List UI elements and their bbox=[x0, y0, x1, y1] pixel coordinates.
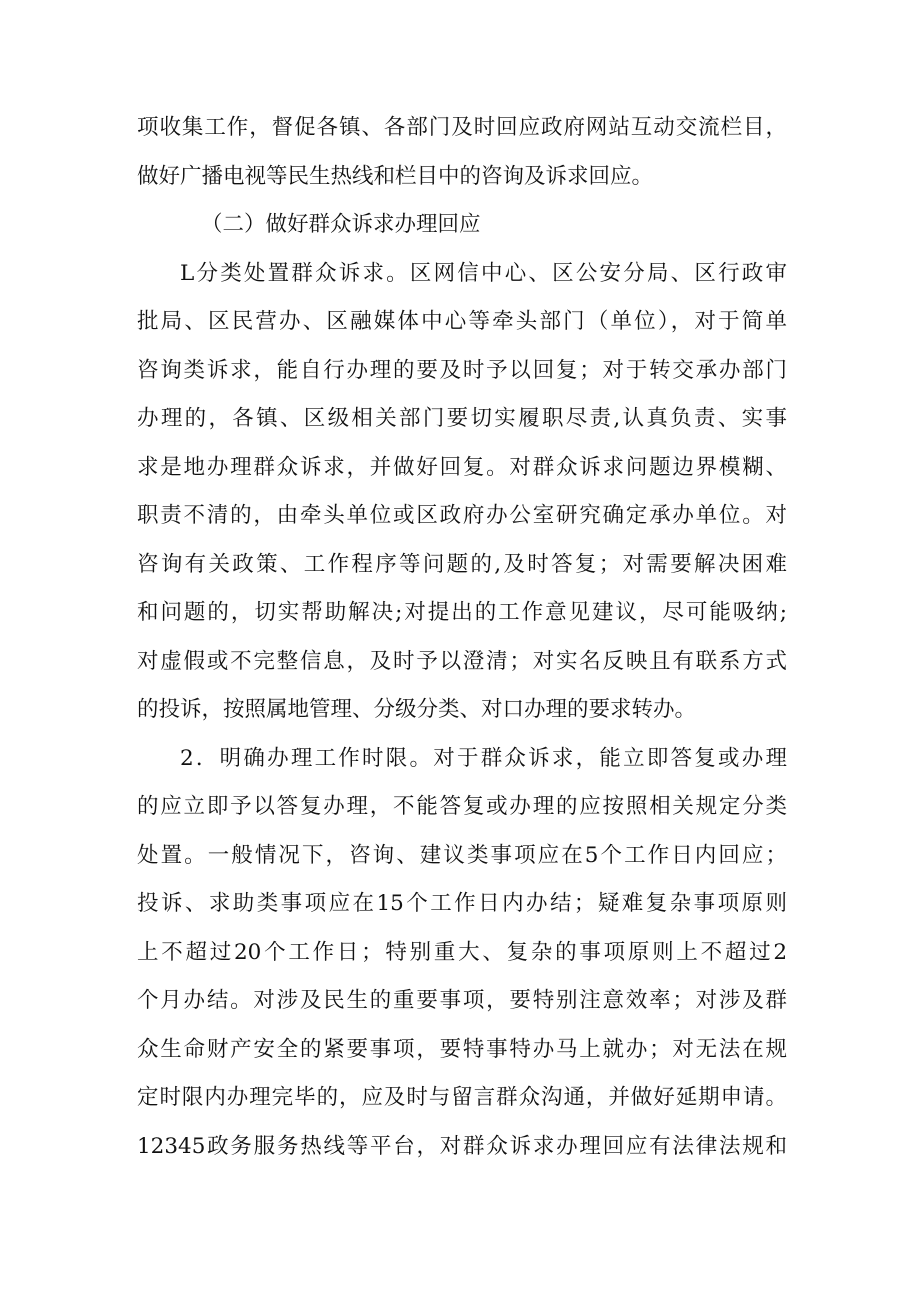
text-line: 个月办结。对涉及民生的重要事项，要特别注意效率；对涉及群 bbox=[137, 988, 787, 1013]
text-line: 咨询有关政策、工作程序等问题的,及时答复；对需要解决困难 bbox=[137, 551, 787, 577]
text-line: 12345政务服务热线等平台，对群众诉求办理回应有法律法规和 bbox=[137, 1133, 787, 1159]
text-line: 批局、区民营办、区融媒体中心等牵头部门（单位），对于简单 bbox=[137, 309, 787, 334]
text-line: 对虚假或不完整信息，及时予以澄清；对实名反映且有联系方式 bbox=[137, 648, 787, 674]
text-line: 处置。一般情况下，咨询、建议类事项应在5个工作日内回应； bbox=[137, 842, 787, 868]
text-line: 定时限内办理完毕的，应及时与留言群众沟通，并做好延期申请。 bbox=[137, 1085, 787, 1110]
text-line: 和问题的，切实帮助解决;对提出的工作意见建议，尽可能吸纳; bbox=[137, 600, 787, 625]
paragraph-first-line: L分类处置群众诉求。区网信中心、区公安分局、区行政审 bbox=[180, 260, 787, 286]
text-line: 咨询类诉求，能自行办理的要及时予以回复；对于转交承办部门 bbox=[137, 357, 787, 383]
paragraph-first-line: 2．明确办理工作时限。对于群众诉求，能立即答复或办理 bbox=[180, 745, 787, 771]
text-line: 职责不清的，由牵头单位或区政府办公室研究确定承办单位。对 bbox=[137, 503, 787, 528]
text-line: 投诉、求助类事项应在15个工作日内办结；疑难复杂事项原则 bbox=[137, 891, 787, 916]
text-line: 办理的，各镇、区级相关部门要切实履职尽责,认真负责、实事 bbox=[137, 406, 787, 431]
text-line: 项收集工作，督促各镇、各部门及时回应政府网站互动交流栏目， bbox=[137, 115, 787, 140]
text-line: 上不超过20个工作日；特别重大、复杂的事项原则上不超过2 bbox=[137, 939, 787, 965]
text-line: 做好广播电视等民生热线和栏目中的咨询及诉求回应。 bbox=[137, 163, 654, 189]
text-line: 众生命财产安全的紧要事项，要特事特办马上就办；对无法在规 bbox=[137, 1036, 787, 1062]
text-line: 的投诉，按照属地管理、分级分类、对口办理的要求转办。 bbox=[137, 697, 697, 722]
text-line: 的应立即予以答复办理，不能答复或办理的应按照相关规定分类 bbox=[137, 794, 787, 819]
section-heading: （二）做好群众诉求办理回应 bbox=[201, 212, 481, 237]
document-body bbox=[137, 104, 787, 1171]
text-line: 求是地办理群众诉求，并做好回复。对群众诉求问题边界模糊、 bbox=[137, 454, 787, 480]
